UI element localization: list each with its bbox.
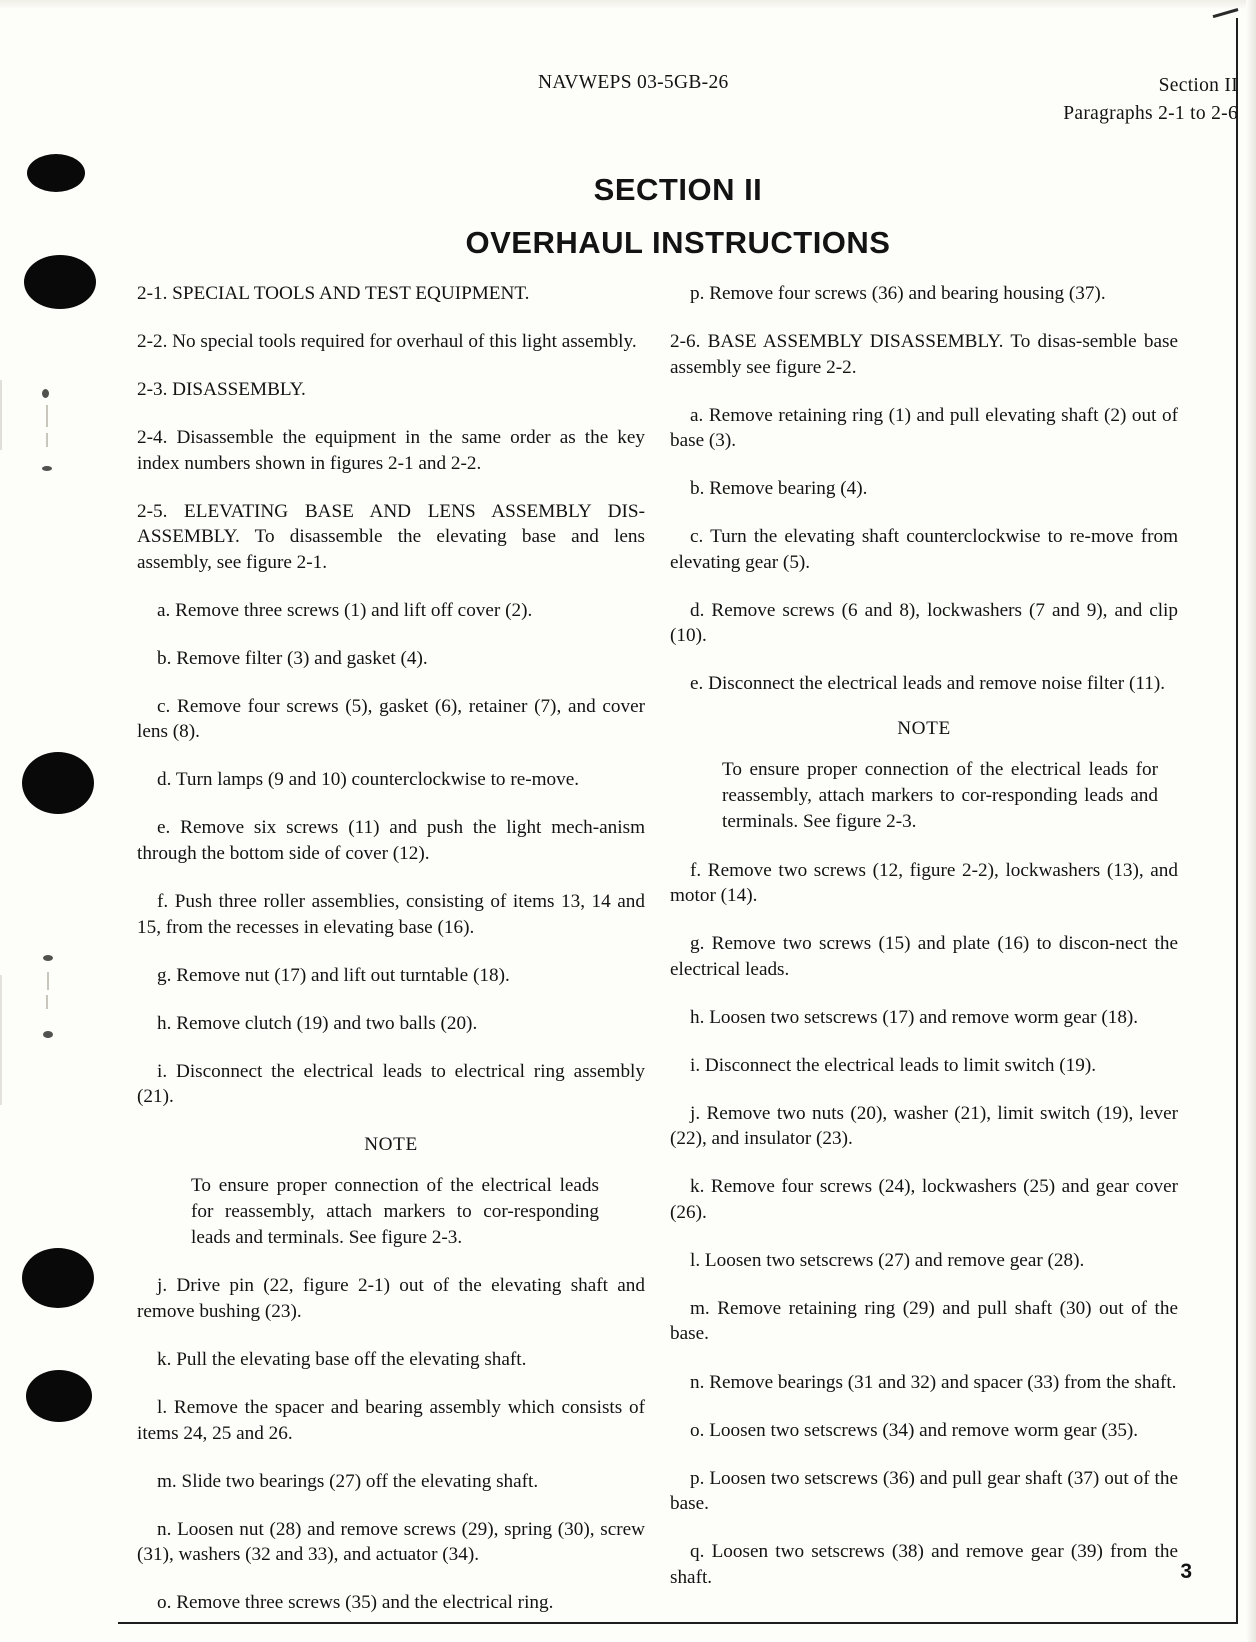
- step-i: i. Disconnect the electrical leads to electrical ring assembly (21).: [137, 1060, 645, 1108]
- base-step-l: l. Loosen two setscrews (27) and remove gear (28).: [690, 1249, 1085, 1271]
- note-heading: NOTE: [364, 1133, 418, 1155]
- scan-hairline: [46, 433, 48, 447]
- base-step-e: e. Disconnect the electrical leads and remove noise filter (11).: [690, 673, 1166, 695]
- paragraph-2-2: 2-2. No special tools required for overhaul of this light assembly.: [137, 331, 637, 353]
- scan-edge-line-left: [0, 975, 2, 1105]
- base-step-q: q. Loosen two setscrews (38) and remove gear (39) from the shaft.: [670, 1541, 1178, 1588]
- scan-speckle: [42, 389, 49, 398]
- left-column: [137, 281, 645, 1616]
- page-number: 3: [1180, 1560, 1192, 1583]
- base-step-i: i. Disconnect the electrical leads to limit switch (19).: [690, 1054, 1097, 1076]
- step-b: b. Remove filter (3) and gasket (4).: [157, 647, 428, 669]
- step-g: g. Remove nut (17) and lift out turntable (18).: [157, 964, 510, 986]
- base-step-j: j. Remove two nuts (20), washer (21), limit switch (19), lever (22), and insulator (23).: [670, 1102, 1178, 1150]
- section-title: SECTION II: [593, 172, 763, 207]
- binder-punch-hole: [26, 1370, 92, 1422]
- scan-corner-mark: [1213, 8, 1239, 18]
- scan-speckle: [43, 955, 53, 961]
- scan-hairline: [46, 405, 48, 427]
- scan-edge-right: [1246, 0, 1256, 1642]
- note-heading: NOTE: [897, 717, 951, 739]
- base-step-a: a. Remove retaining ring (1) and pull elevating shaft (2) out of base (3).: [670, 404, 1178, 452]
- page-border-bottom: [118, 1622, 1238, 1624]
- step-d: d. Turn lamps (9 and 10) counterclockwise to re-move.: [157, 769, 580, 791]
- binder-punch-hole: [27, 154, 85, 192]
- paragraph-2-3: 2-3. DISASSEMBLY.: [137, 379, 306, 401]
- step-a: a. Remove three screws (1) and lift off cover (2).: [157, 599, 533, 621]
- base-step-h: h. Loosen two setscrews (17) and remove worm gear (18).: [690, 1006, 1139, 1028]
- binder-punch-hole: [22, 1248, 94, 1308]
- step-h: h. Remove clutch (19) and two balls (20).: [157, 1012, 478, 1034]
- paragraph-2-1: 2-1. SPECIAL TOOLS AND TEST EQUIPMENT.: [137, 283, 530, 304]
- step-f: f. Push three roller assemblies, consisting of items 13, 14 and 15, from the recesses in elevating base (16).: [137, 890, 645, 938]
- step-n: n. Loosen nut (28) and remove screws (29), spring (30), screw (31), washers (32 and 33), and actuator (34).: [137, 1518, 645, 1566]
- scan-hairline: [46, 995, 48, 1009]
- step-l: l. Remove the spacer and bearing assembly which consists of items 24, 25 and 26.: [137, 1397, 645, 1444]
- note-text: To ensure proper connection of the electrical leads for reassembly, attach markers to cor-responding leads and terminals. See figure 2-3.: [191, 1174, 599, 1248]
- step-p-continued: p. Remove four screws (36) and bearing housing (37).: [690, 283, 1106, 304]
- base-step-b: b. Remove bearing (4).: [690, 478, 868, 500]
- section-label: Section II: [1158, 75, 1238, 96]
- paragraph-2-5: 2-5. ELEVATING BASE AND LENS ASSEMBLY DIS-ASSEMBLY. To disassemble the elevating base and lens assembly, see figure 2-1.: [137, 500, 645, 573]
- step-j: j. Drive pin (22, figure 2-1) out of the elevating shaft and remove bushing (23).: [137, 1275, 645, 1322]
- scan-speckle: [42, 466, 52, 471]
- base-step-n: n. Remove bearings (31 and 32) and spacer (33) from the shaft.: [690, 1371, 1177, 1393]
- base-step-f: f. Remove two screws (12, figure 2-2), lockwashers (13), and motor (14).: [670, 859, 1178, 907]
- paragraph-2-4: 2-4. Disassemble the equipment in the same order as the key index numbers shown in figures 2-1 and 2-2.: [137, 427, 645, 474]
- base-step-p: p. Loosen two setscrews (36) and pull gear shaft (37) out of the base.: [670, 1467, 1178, 1515]
- note-text: To ensure proper connection of the electrical leads for reassembly, attach markers to cor-responding leads and terminals. See figure 2-3.: [722, 758, 1158, 832]
- step-c: c. Remove four screws (5), gasket (6), retainer (7), and cover lens (8).: [137, 695, 645, 743]
- base-step-c: c. Turn the elevating shaft counterclockwise to re-move from elevating gear (5).: [670, 526, 1178, 573]
- base-step-k: k. Remove four screws (24), lockwashers (25) and gear cover (26).: [670, 1176, 1178, 1223]
- paragraph-range-label: Paragraphs 2-1 to 2-6: [1063, 103, 1238, 125]
- base-step-o: o. Loosen two setscrews (34) and remove worm gear (35).: [690, 1419, 1139, 1441]
- step-k: k. Pull the elevating base off the elevating shaft.: [157, 1348, 527, 1370]
- base-step-g: g. Remove two screws (15) and plate (16) to discon-nect the electrical leads.: [670, 933, 1178, 980]
- right-column: [670, 281, 1178, 1616]
- document-number: NAVWEPS 03-5GB-26: [538, 72, 729, 93]
- step-o: o. Remove three screws (35) and the electrical ring.: [157, 1592, 554, 1614]
- base-step-m: m. Remove retaining ring (29) and pull shaft (30) out of the base.: [670, 1297, 1178, 1345]
- binder-punch-hole: [22, 752, 94, 814]
- scan-speckle: [43, 1031, 53, 1038]
- scan-hairline: [47, 972, 49, 990]
- body-columns: [137, 281, 1178, 1616]
- running-head: [118, 72, 1238, 129]
- step-m: m. Slide two bearings (27) off the elevating shaft.: [157, 1470, 539, 1492]
- step-e: e. Remove six screws (11) and push the light mech-anism through the bottom side of cover (12).: [137, 817, 645, 864]
- page-title-block: [118, 172, 1238, 261]
- scan-edge-line-left: [0, 380, 2, 450]
- base-step-d: d. Remove screws (6 and 8), lockwashers (7 and 9), and clip (10).: [670, 599, 1178, 647]
- binder-punch-hole: [24, 255, 96, 309]
- section-subtitle: OVERHAUL INSTRUCTIONS: [465, 225, 891, 260]
- paragraph-2-6: 2-6. BASE ASSEMBLY DISASSEMBLY. To disas-semble base assembly see figure 2-2.: [670, 331, 1178, 378]
- scan-edge-top: [0, 0, 1256, 9]
